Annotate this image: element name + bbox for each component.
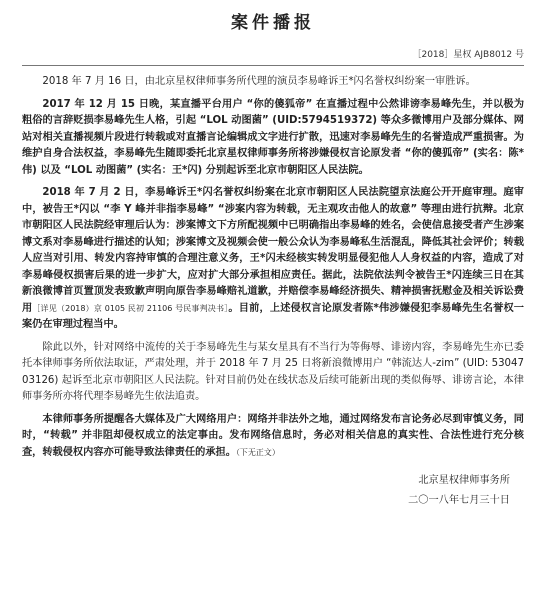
document-number: ［2018］星权 AJB8012 号: [412, 50, 524, 60]
paragraph-2: 2017 年 12 月 15 日晚，某直播平台用户 “你的傻狐帝” 在直播过程中公然诽谤李易峰先生，并以极为粗俗的言辞贬损李易峰先生人格，引起 “LOL 动图菌” (UID:5794519372) 等众多微博用户及部分媒体、网站对相关直播视频片段进行转载或对直播言论编辑成文字进行扩散，迅速对李易峰先生的名誉造成严重损害。为维护自身合法权益，李易峰先生随即委托北京星权律师事务所将涉嫌侵权言论原发者 “你的傻狐帝” (实名：陈*伟) 以及 “LOL 动图菌” (实名：王*闪) 分别起诉至北京市朝阳区人民法院。: [22, 98, 524, 176]
header-divider: [22, 65, 524, 66]
case-reference: ［详见（2018）京 0105 民初 21106 号民事判决书］: [32, 303, 229, 313]
signature-block: [22, 471, 524, 511]
paragraph-5: [22, 412, 524, 462]
paragraph-4: 除此以外，针对网络中流传的关于李易峰先生与某女星具有不当行为等侮辱、诽谤内容，李易峰先生亦已委托本律师事务所依法取证，严肃处理，并于 2018 年 7 月 25 日将新浪微博用户 “韩流达人-zim” (UID: 5304703126) 起诉至北京市朝阳区人民法院。针对目前仍处在线状态及后续可能新出现的类似侮辱、诽谤言论，本律师事务所亦将代理李易峰先生依法追责。: [22, 341, 524, 402]
end-note: （下无正文）: [235, 447, 280, 457]
paragraph-1: 2018 年 7 月 16 日，由北京星权律师事务所代理的演员李易峰诉王*闪名誉权纠纷案一审胜诉。: [42, 76, 476, 87]
paragraph-5-body: 本律师事务所提醒各大媒体及广大网络用户：网络并非法外之地，通过网络发布言论务必尽到审慎义务，同时，“转载” 并非阻却侵权成立的法定事由。发布网络信息时，务必对相关信息的真实性、合法性进行充分核查，转载侵权内容亦可能导致法律责任的承担。: [22, 413, 524, 458]
signature-date: 二〇一八年七月三十日: [408, 495, 510, 506]
document-title: 案件播报: [231, 13, 315, 33]
paragraph-3: [22, 185, 524, 334]
paragraph-3-tail: 。目前，上述侵权言论原发者陈*伟涉嫌侵犯李易峰先生名誉权一案仍在审理过程当中。: [22, 302, 524, 330]
paragraph-3-body: 2018 年 7 月 2 日，李易峰诉王*闪名誉权纠纷案在北京市朝阳区人民法院望京法庭公开开庭审理。庭审中，被告王*闪以 “李 Y 峰并非指李易峰” “涉案内容为转载，无主观攻击他人的故意” 等理由进行抗辩。北京市朝阳区人民法院经审理后认为：涉案博文下方所配视频中已明确指出李易峰的姓名，会使信息接受者产生涉案博文系对李易峰进行描述的认知；涉案博文及视频会使一般公众认为李易峰私生活混乱，降低其社会评价；转载人应当对引用、转发内容持审慎的合理注意义务，王*闪未经核实转发明显侵犯他人人身权益的内容，造成了对李易峰侵权损害后果的进一步扩大，应对扩大部分承担相应责任。据此，法院依法判令被告王*闪连续三日在其新浪微博首页置顶发表致歉声明向原告李易峰赔礼道歉，并赔偿李易峰经济损失、精神损害抚慰金及相关诉讼费用: [22, 187, 524, 314]
signature-firm: 北京星权律师事务所: [418, 475, 510, 486]
